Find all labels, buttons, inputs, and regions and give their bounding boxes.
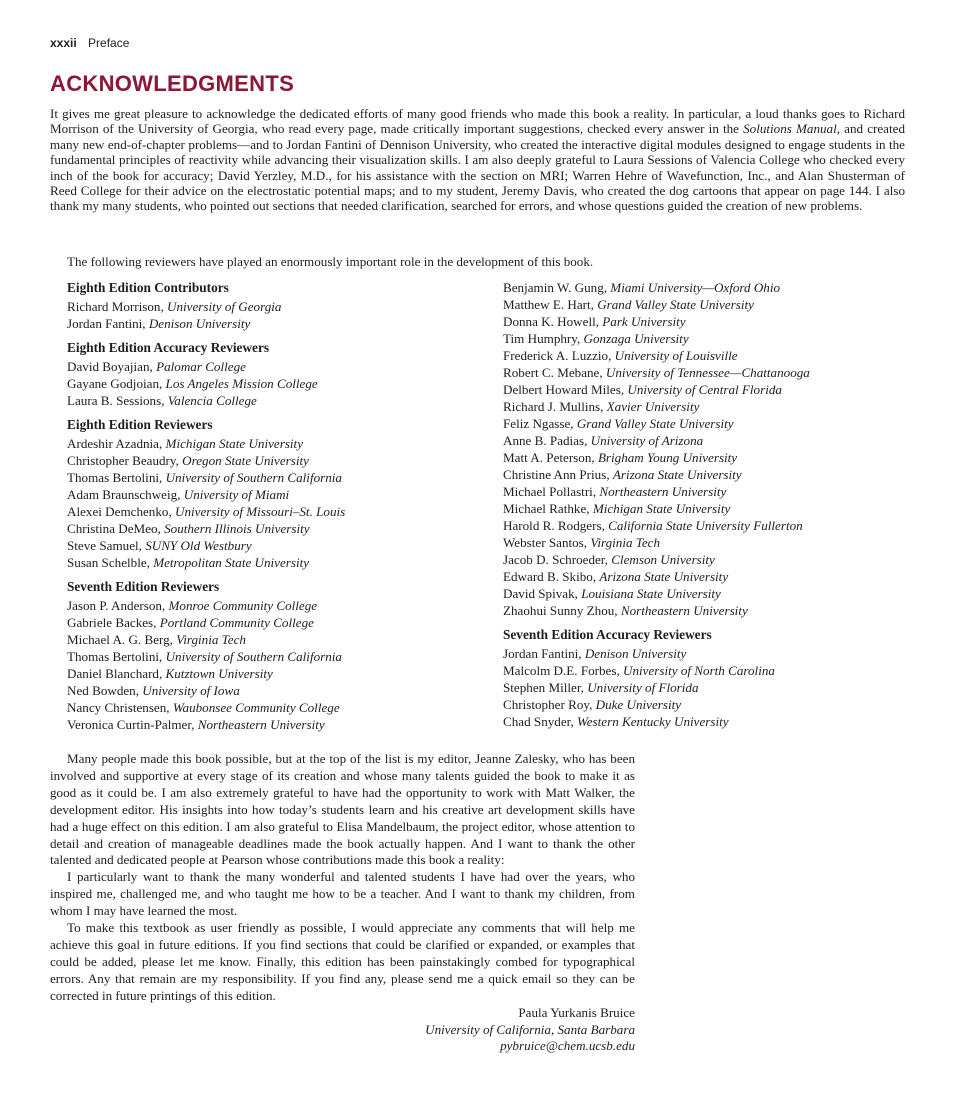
- reviewer-name: Feliz Ngasse: [503, 416, 571, 431]
- reviewer-affiliation: Michigan State University: [592, 501, 731, 516]
- reviewer-entry: Webster Santos, Virginia Tech: [503, 535, 661, 550]
- reviewer-affiliation: Michigan State University: [165, 436, 303, 451]
- reviewer-entry: Michael A. G. Berg, Virginia Tech: [67, 632, 246, 647]
- reviewer-name: Christina DeMeo: [67, 521, 158, 536]
- reviewer-name: Ned Bowden: [67, 683, 136, 698]
- reviewer-entry: Laura B. Sessions, Valencia College: [67, 393, 257, 408]
- closing-paragraph: I particularly want to thank the many wonderful and talented students I have had over the years, who inspired me, challenged me, and who taught me how to be a teacher. And I want to thank my children, from whom I may have learned the most.: [50, 869, 635, 919]
- reviewer-name: Zhaohui Sunny Zhou: [503, 603, 615, 618]
- reviewer-name: David Spivak: [503, 586, 575, 601]
- reviewer-affiliation: Brigham Young University: [597, 450, 738, 465]
- group-heading: Seventh Edition Reviewers: [67, 579, 220, 594]
- reviewer-name: Webster Santos: [503, 535, 584, 550]
- reviewer-entry: David Spivak, Louisiana State University: [503, 586, 721, 601]
- solutions-manual-title: Solutions Manual: [743, 121, 837, 137]
- reviewer-affiliation: Northeastern University: [599, 484, 727, 499]
- reviewers-intro: The following reviewers have played an enormously important role in the development of this book.: [67, 254, 594, 269]
- reviewer-list: [503, 279, 923, 619]
- reviewer-entry: Steve Samuel, SUNY Old Westbury: [67, 538, 252, 553]
- reviewer-entry: Veronica Curtin-Palmer, Northeastern University: [67, 717, 325, 732]
- reviewer-list: [67, 597, 487, 733]
- reviewer-affiliation: University of Louisville: [614, 348, 738, 363]
- reviewer-affiliation: University of Arizona: [590, 433, 704, 448]
- reviewer-entry: Daniel Blanchard, Kutztown University: [67, 666, 273, 681]
- group-heading: Seventh Edition Accuracy Reviewers: [503, 627, 712, 642]
- reviewer-affiliation: Northeastern University: [197, 717, 325, 732]
- reviewer-affiliation: University of Georgia: [167, 299, 282, 314]
- reviewer-name: Thomas Bertolini: [67, 470, 160, 485]
- reviewer-affiliation: Louisiana State University: [581, 586, 721, 601]
- reviewer-affiliation: Clemson University: [611, 552, 715, 567]
- reviewer-entry: Christina DeMeo, Southern Illinois University: [67, 521, 310, 536]
- reviewer-name: Christopher Beaudry: [67, 453, 176, 468]
- closing-section: [50, 751, 635, 1055]
- reviewer-entry: Ned Bowden, University of Iowa: [67, 683, 240, 698]
- reviewer-entry: Thomas Bertolini, University of Southern California: [67, 470, 342, 485]
- reviewer-name: Thomas Bertolini: [67, 649, 160, 664]
- reviewer-entry: Ardeshir Azadnia, Michigan State University: [67, 436, 303, 451]
- running-head: [50, 36, 129, 50]
- reviewer-entry: Tim Humphry, Gonzaga University: [503, 331, 689, 346]
- reviewer-affiliation: University of Iowa: [142, 683, 240, 698]
- reviewer-affiliation: Kutztown University: [165, 666, 273, 681]
- reviewer-affiliation: Denison University: [148, 316, 251, 331]
- reviewer-affiliation: University of Southern California: [165, 470, 342, 485]
- reviewer-name: Adam Braunschweig: [67, 487, 178, 502]
- reviewer-affiliation: Duke University: [595, 697, 682, 712]
- reviewer-list: [503, 645, 923, 730]
- reviewer-affiliation: Virginia Tech: [176, 632, 246, 647]
- reviewer-name: Michael A. G. Berg: [67, 632, 170, 647]
- reviewer-name: Chad Snyder: [503, 714, 571, 729]
- reviewer-name: Steve Samuel: [67, 538, 139, 553]
- reviewer-affiliation: Northeastern University: [620, 603, 748, 618]
- reviewer-entry: Matthew E. Hart, Grand Valley State University: [503, 297, 754, 312]
- reviewer-name: Jordan Fantini: [67, 316, 143, 331]
- reviewer-affiliation: Waubonsee Community College: [172, 700, 340, 715]
- reviewer-entry: Robert C. Mebane, University of Tennessee—Chattanooga: [503, 365, 810, 380]
- reviewer-name: David Boyajian: [67, 359, 150, 374]
- reviewer-name: Michael Pollastri: [503, 484, 593, 499]
- reviewer-entry: Malcolm D.E. Forbes, University of North Carolina: [503, 663, 775, 678]
- reviewer-affiliation: Portland Community College: [159, 615, 314, 630]
- group-heading: Eighth Edition Accuracy Reviewers: [67, 340, 270, 355]
- reviewer-name: Veronica Curtin-Palmer: [67, 717, 192, 732]
- group-heading: Eighth Edition Reviewers: [67, 417, 213, 432]
- reviewer-entry: Feliz Ngasse, Grand Valley State University: [503, 416, 734, 431]
- reviewer-affiliation: Oregon State University: [182, 453, 309, 468]
- reviewer-entry: Jordan Fantini, Denison University: [67, 316, 251, 331]
- reviewer-affiliation: Metropolitan State University: [153, 555, 310, 570]
- reviewer-name: Nancy Christensen: [67, 700, 167, 715]
- reviewer-affiliation: Virginia Tech: [590, 535, 661, 550]
- reviewer-entry: Thomas Bertolini, University of Southern California: [67, 649, 342, 664]
- reviewer-name: Donna K. Howell: [503, 314, 596, 329]
- reviewer-name: Harold R. Rodgers: [503, 518, 602, 533]
- signature-institution: University of California, Santa Barbara: [425, 1021, 635, 1037]
- reviewer-entry: Jason P. Anderson, Monroe Community College: [67, 598, 318, 613]
- reviewer-name: Robert C. Mebane: [503, 365, 600, 380]
- reviewer-entry: Christopher Beaudry, Oregon State University: [67, 453, 309, 468]
- reviewer-name: Anne B. Padias: [503, 433, 585, 448]
- reviewer-affiliation: University of Southern California: [165, 649, 342, 664]
- reviewer-name: Gabriele Backes: [67, 615, 154, 630]
- reviewer-affiliation: Southern Illinois University: [164, 521, 310, 536]
- reviewer-entry: Adam Braunschweig, University of Miami: [67, 487, 290, 502]
- reviewer-name: Jordan Fantini: [503, 646, 579, 661]
- reviewer-affiliation: Gonzaga University: [583, 331, 689, 346]
- reviewer-list: [67, 358, 487, 409]
- reviewer-affiliation: Arizona State University: [612, 467, 742, 482]
- intro-text-part2: , and created many new end-of-chapter problems—and to Jordan Fantini of Dennison University, who created the interactive digital modules designed to engage students in the fundamental principles of reactivity while advancing their visualization skills. I am also deeply grateful to Laura Sessions of Valencia College who checked every inch of the book for accuracy; David Yerzley, M.D., for his assistance with the section on MRI; Warren Hehre of Wavefunction, Inc., and Alan Shusterman of Reed College for their advice on the electrostatic potential maps; and to my student, Jeremy Davis, who created the dog cartoons that appear on page 144. I also thank my many students, who pointed out sections that needed clarification, searched for errors, and whose questions guided the creation of new problems.: [50, 121, 905, 214]
- reviewer-affiliation: University of Tennessee—Chattanooga: [605, 365, 810, 380]
- reviewer-name: Susan Schelble: [67, 555, 147, 570]
- reviewer-affiliation: Grand Valley State University: [576, 416, 734, 431]
- intro-paragraph: [50, 106, 905, 214]
- reviewer-name: Ardeshir Azadnia: [67, 436, 159, 451]
- reviewer-entry: Donna K. Howell, Park University: [503, 314, 686, 329]
- reviewer-affiliation: University of Florida: [587, 680, 699, 695]
- reviewer-name: Michael Rathke: [503, 501, 587, 516]
- reviewer-entry: Harold R. Rodgers, California State University Fullerton: [503, 518, 803, 533]
- closing-paragraph: To make this textbook as user friendly as possible, I would appreciate any comments that will help me achieve this goal in future editions. If you find sections that could be clarified or expanded, or examples that could be added, please let me know. Finally, this edition has been painstakingly combed for typographical errors. Any that remain are my responsibility. If you find any, please send me a quick email so they can be corrected in future printings of this edition.: [50, 920, 635, 1003]
- reviewer-name: Richard Morrison: [67, 299, 161, 314]
- reviewer-list: [67, 435, 487, 571]
- reviewer-entry: Edward B. Skibo, Arizona State University: [503, 569, 729, 584]
- signature-name: Paula Yurkanis Bruice: [518, 1004, 635, 1020]
- reviewer-affiliation: Valencia College: [167, 393, 257, 408]
- reviewer-entry: Benjamin W. Gung, Miami University—Oxford Ohio: [503, 280, 781, 295]
- reviewer-entry: Michael Pollastri, Northeastern University: [503, 484, 727, 499]
- reviewer-affiliation: University of Miami: [183, 487, 290, 502]
- reviewer-name: Christopher Roy: [503, 697, 590, 712]
- reviewer-entry: Richard J. Mullins, Xavier University: [503, 399, 700, 414]
- reviewer-affiliation: Miami University—Oxford Ohio: [610, 280, 781, 295]
- reviewer-entry: Alexei Demchenko, University of Missouri–St. Louis: [67, 504, 346, 519]
- reviewer-affiliation: Denison University: [584, 646, 687, 661]
- reviewer-affiliation: Monroe Community College: [168, 598, 318, 613]
- reviewer-entry: Jordan Fantini, Denison University: [503, 646, 687, 661]
- reviewer-affiliation: Palomar College: [156, 359, 246, 374]
- reviewer-entry: Jacob D. Schroeder, Clemson University: [503, 552, 715, 567]
- reviewer-name: Benjamin W. Gung: [503, 280, 604, 295]
- reviewer-name: Christine Ann Prius: [503, 467, 607, 482]
- reviewer-name: Matt A. Peterson: [503, 450, 592, 465]
- section-name: Preface: [88, 36, 130, 50]
- reviewers-column-right: [503, 279, 923, 737]
- reviewer-name: Malcolm D.E. Forbes: [503, 663, 617, 678]
- reviewer-name: Matthew E. Hart: [503, 297, 591, 312]
- reviewer-entry: Susan Schelble, Metropolitan State University: [67, 555, 310, 570]
- reviewer-name: Daniel Blanchard: [67, 666, 159, 681]
- closing-paragraph: Many people made this book possible, but at the top of the list is my editor, Jeanne Zalesky, who has been involved and supportive at every stage of its creation and whose many talents guided the book to make it as good as it could be. I am also extremely grateful to have had the opportunity to work with Matt Walker, the development editor. His insights into how today’s students learn and his creative art development skills have had a huge effect on this edition. I am also grateful to Elisa Mandelbaum, the project editor, whose attention to detail and creation of manageable deadlines made the book actually happen. And I want to thank the other talented and dedicated people at Pearson whose contributions made this book a reality:: [50, 751, 635, 868]
- intro-text-part1: It gives me great pleasure to acknowledge the dedicated efforts of many good friends who made this book a reality. In particular, a loud thanks goes to Richard Morrison of the University of Georgia, who read every page, made critically important suggestions, checked every answer in the: [50, 106, 905, 137]
- reviewer-entry: Zhaohui Sunny Zhou, Northeastern University: [503, 603, 748, 618]
- reviewer-entry: Frederick A. Luzzio, University of Louisville: [503, 348, 738, 363]
- reviewer-name: Gayane Godjoian: [67, 376, 159, 391]
- reviewer-entry: Gabriele Backes, Portland Community College: [67, 615, 314, 630]
- reviewer-entry: Nancy Christensen, Waubonsee Community College: [67, 700, 340, 715]
- reviewer-name: Laura B. Sessions: [67, 393, 162, 408]
- reviewer-name: Stephen Miller: [503, 680, 581, 695]
- group-heading: Eighth Edition Contributors: [67, 280, 229, 295]
- reviewer-entry: Matt A. Peterson, Brigham Young University: [503, 450, 738, 465]
- reviewer-name: Tim Humphry: [503, 331, 577, 346]
- reviewer-affiliation: University of Central Florida: [627, 382, 782, 397]
- reviewer-affiliation: Los Angeles Mission College: [165, 376, 318, 391]
- reviewer-affiliation: Park University: [602, 314, 686, 329]
- reviewer-affiliation: Arizona State University: [599, 569, 729, 584]
- reviewer-affiliation: SUNY Old Westbury: [145, 538, 252, 553]
- reviewers-column-left: [67, 279, 487, 740]
- reviewer-affiliation: Xavier University: [606, 399, 700, 414]
- reviewer-entry: Gayane Godjoian, Los Angeles Mission College: [67, 376, 318, 391]
- reviewer-entry: Christopher Roy, Duke University: [503, 697, 682, 712]
- reviewer-entry: David Boyajian, Palomar College: [67, 359, 246, 374]
- reviewer-name: Delbert Howard Miles: [503, 382, 621, 397]
- reviewer-entry: Stephen Miller, University of Florida: [503, 680, 699, 695]
- reviewer-affiliation: University of Missouri–St. Louis: [175, 504, 346, 519]
- signature-email: pybruice@chem.ucsb.edu: [500, 1038, 635, 1054]
- reviewer-name: Alexei Demchenko: [67, 504, 169, 519]
- reviewer-entry: Chad Snyder, Western Kentucky University: [503, 714, 729, 729]
- page-number: xxxii: [50, 36, 77, 50]
- reviewer-name: Frederick A. Luzzio: [503, 348, 609, 363]
- reviewer-entry: Richard Morrison, University of Georgia: [67, 299, 282, 314]
- reviewer-affiliation: University of North Carolina: [623, 663, 775, 678]
- page-title: ACKNOWLEDGMENTS: [50, 71, 295, 96]
- reviewer-entry: Delbert Howard Miles, University of Central Florida: [503, 382, 782, 397]
- reviewer-affiliation: California State University Fullerton: [608, 518, 803, 533]
- reviewer-name: Jacob D. Schroeder: [503, 552, 605, 567]
- reviewer-name: Jason P. Anderson: [67, 598, 162, 613]
- reviewer-affiliation: Grand Valley State University: [597, 297, 754, 312]
- reviewer-entry: Michael Rathke, Michigan State University: [503, 501, 731, 516]
- reviewer-affiliation: Western Kentucky University: [577, 714, 729, 729]
- reviewer-entry: Anne B. Padias, University of Arizona: [503, 433, 704, 448]
- reviewer-name: Richard J. Mullins: [503, 399, 601, 414]
- reviewer-name: Edward B. Skibo: [503, 569, 593, 584]
- reviewer-entry: Christine Ann Prius, Arizona State University: [503, 467, 742, 482]
- reviewer-list: [67, 298, 487, 332]
